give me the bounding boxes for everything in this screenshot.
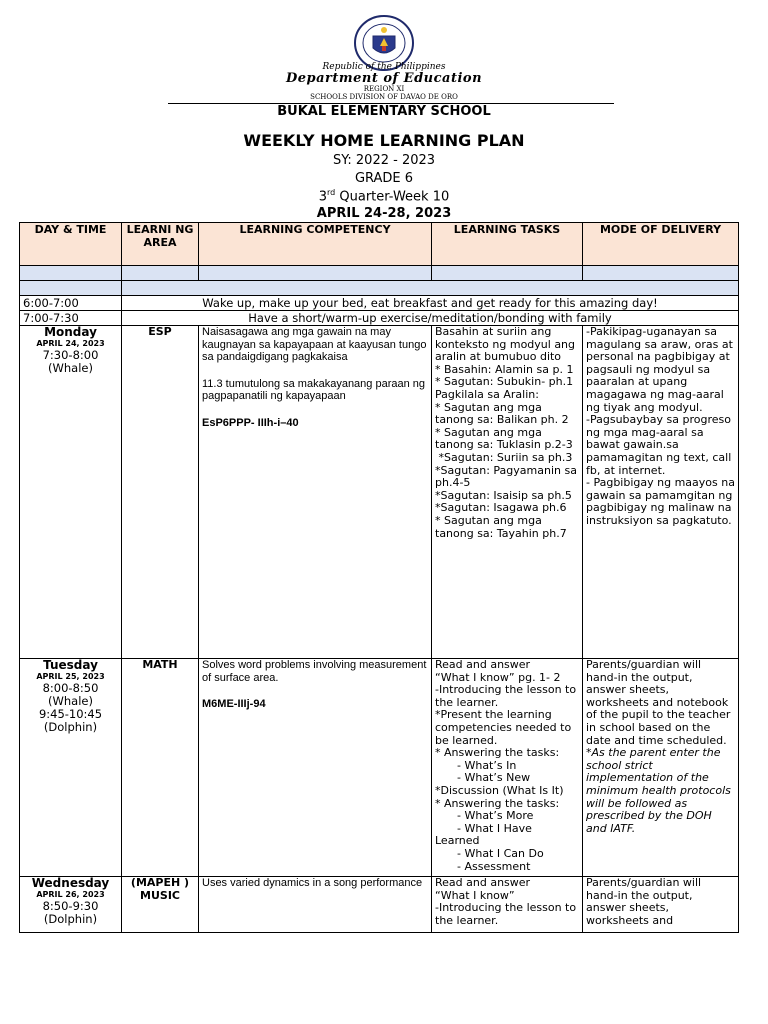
blank-row — [20, 266, 739, 281]
time-slot: 8:00-8:50 — [42, 680, 99, 695]
routine-row — [20, 296, 739, 311]
division-line: SCHOOLS DIVISION OF DAVAO DE ORO — [310, 93, 458, 101]
learning-area: MATH — [122, 659, 199, 877]
task-line: - What I Have — [457, 821, 532, 835]
col-tasks: LEARNING TASKS — [432, 223, 583, 266]
school-year: SY: 2022 - 2023 — [332, 153, 436, 168]
competency-cell — [199, 877, 432, 933]
section-name: (Dolphin) — [43, 719, 98, 734]
routine-time: 7:00-7:30 — [20, 311, 122, 326]
tasks-cell — [432, 659, 583, 877]
tasks-cell — [432, 326, 583, 659]
task-line: - What’s More — [457, 809, 534, 823]
competency-text: 11.3 tumutulong sa makakayanang paraan ng pagpapanatili ng kapayapaan — [202, 377, 426, 403]
task-line: -Introducing the lesson to the learner. — [435, 901, 577, 927]
task-line: * Answering the tasks: — [435, 796, 560, 810]
task-line: - What’s In — [457, 758, 517, 772]
task-line: Basahin at suriin ang konteksto ng modyul ang aralin at bumubuo dito — [435, 325, 576, 364]
plan-title: WEEKLY HOME LEARNING PLAN — [243, 131, 525, 150]
republic-line: Republic of the Philippines — [322, 62, 446, 72]
blank-row — [20, 281, 739, 296]
col-day-time: DAY & TIME — [20, 223, 122, 266]
task-line: * Sagutan ang mga tanong sa: Tuklasin p.2-3 — [435, 425, 573, 452]
routine-activity: Have a short/warm-up exercise/meditation/bonding with family — [122, 311, 739, 326]
day-name: Monday — [44, 325, 97, 339]
day-date: APRIL 24, 2023 — [36, 338, 105, 348]
task-line: -Introducing the lesson to the learner. — [435, 683, 577, 709]
section-name: (Whale) — [48, 360, 93, 375]
day-time-cell — [20, 659, 122, 877]
task-line: Learned — [435, 834, 480, 848]
delivery-text: - Pagbibigay ng maayos na gawain sa pamamgitan ng pagbibigay ng malinaw na instruksiyon sa pagkatuto. — [586, 476, 735, 527]
day-time-cell — [20, 877, 122, 933]
competency-text: Uses varied dynamics in a song performance — [202, 877, 423, 889]
delivery-note: *As the parent enter the school strict implementation of the minimum health protocols will be followed as prescribed by the DOH and IATF. — [586, 746, 731, 835]
task-line: *Sagutan: Suriin sa ph.3 — [435, 450, 573, 464]
day-name: Tuesday — [43, 658, 98, 672]
delivery-text: -Pakikipag-uganayan sa magulang sa araw, oras at personal na pagbibigay at pagsauli ng modyul sa paaralan at upang magagawa ng mag-aaral ng tiyak ang modyul. — [586, 325, 733, 414]
competency-code: M6ME-IIIj-94 — [202, 698, 266, 711]
competency-cell — [199, 659, 432, 877]
department-name: Department of Education — [285, 71, 483, 86]
task-line: “What I know” — [435, 888, 515, 902]
time-slot: 9:45-10:45 — [38, 706, 103, 721]
time-slot: 8:50-9:30 — [42, 898, 99, 913]
delivery-cell — [583, 326, 739, 659]
competency-text: Solves word problems involving measurement of surface area. — [202, 659, 427, 684]
table-row — [20, 326, 739, 659]
competency-text: Naisasagawa ang mga gawain na may kaugnayan sa kapayapaan at kaayusan tungo sa pandaigdigang pagkakaisa — [202, 326, 427, 364]
task-line: - What I Can Do — [457, 846, 544, 860]
learning-area: ESP — [122, 326, 199, 659]
task-line: Pagkilala sa Aralin: — [435, 387, 539, 401]
week-dates: APRIL 24-28, 2023 — [316, 206, 452, 221]
task-line: *Sagutan: Pagyamanin sa ph.4-5 — [435, 463, 577, 490]
task-line: - Assessment — [457, 859, 531, 873]
section-name: (Dolphin) — [43, 911, 98, 926]
delivery-cell — [583, 877, 739, 933]
competency-code: EsP6PPP- IIIh-i–40 — [202, 416, 299, 429]
routine-row — [20, 311, 739, 326]
delivery-cell — [583, 659, 739, 877]
day-time-cell — [20, 326, 122, 659]
grade-level: GRADE 6 — [354, 171, 414, 186]
delivery-text: Parents/guardian will hand-in the output, answer sheets, worksheets and notebook of the pupil to the teacher in school based on the date and time scheduled. — [586, 658, 731, 747]
task-line: Read and answer — [435, 658, 531, 671]
col-competency: LEARNING COMPETENCY — [199, 223, 432, 266]
school-name: BUKAL ELEMENTARY SCHOOL — [277, 104, 491, 119]
day-date: APRIL 25, 2023 — [36, 671, 105, 681]
col-delivery: MODE OF DELIVERY — [583, 223, 739, 266]
table-row — [20, 659, 739, 877]
delivery-text: Parents/guardian will hand-in the output, answer sheets, worksheets and — [586, 876, 702, 927]
task-line: * Answering the tasks: — [435, 746, 560, 760]
task-line: * Sagutan: Subukin- ph.1 — [435, 375, 574, 389]
time-slot: 7:30-8:00 — [42, 347, 99, 362]
day-name: Wednesday — [31, 876, 110, 890]
region-line: REGION XI — [363, 85, 405, 93]
task-line: - What’s New — [457, 771, 531, 785]
col-learning-area: LEARNI NG AREA — [122, 223, 199, 266]
quarter-week: 3rd Quarter-Week 10 — [318, 188, 450, 205]
routine-activity: Wake up, make up your bed, eat breakfast and get ready for this amazing day! — [122, 296, 739, 311]
task-line: *Present the learning competencies needed to be learned. — [435, 708, 572, 747]
tasks-cell — [432, 877, 583, 933]
competency-cell — [199, 326, 432, 659]
task-line: Read and answer — [435, 876, 531, 889]
task-line: * Sagutan ang mga tanong sa: Tayahin ph.7 — [435, 513, 567, 540]
delivery-text: -Pagsubaybay sa progreso ng mga mag-aaral sa bawat gawain.sa pamamagitan ng text, call fb, at internet. — [586, 413, 732, 477]
task-line: *Sagutan: Isagawa ph.6 — [435, 501, 567, 515]
day-date: APRIL 26, 2023 — [36, 889, 105, 899]
section-name: (Whale) — [48, 693, 93, 708]
task-line: *Discussion (What Is It) — [435, 783, 564, 797]
task-line: * Basahin: Alamin sa p. 1 — [435, 362, 574, 376]
routine-time: 6:00-7:00 — [20, 296, 122, 311]
task-line: *Sagutan: Isaisip sa ph.5 — [435, 488, 572, 502]
learning-area: (MAPEH ) MUSIC — [122, 877, 199, 933]
table-row — [20, 877, 739, 933]
table-header-row — [20, 223, 739, 266]
learning-plan-table — [19, 222, 739, 933]
task-line: * Sagutan ang mga tanong sa: Balikan ph. 2 — [435, 400, 569, 427]
task-line: “What I know” pg. 1- 2 — [435, 670, 561, 684]
